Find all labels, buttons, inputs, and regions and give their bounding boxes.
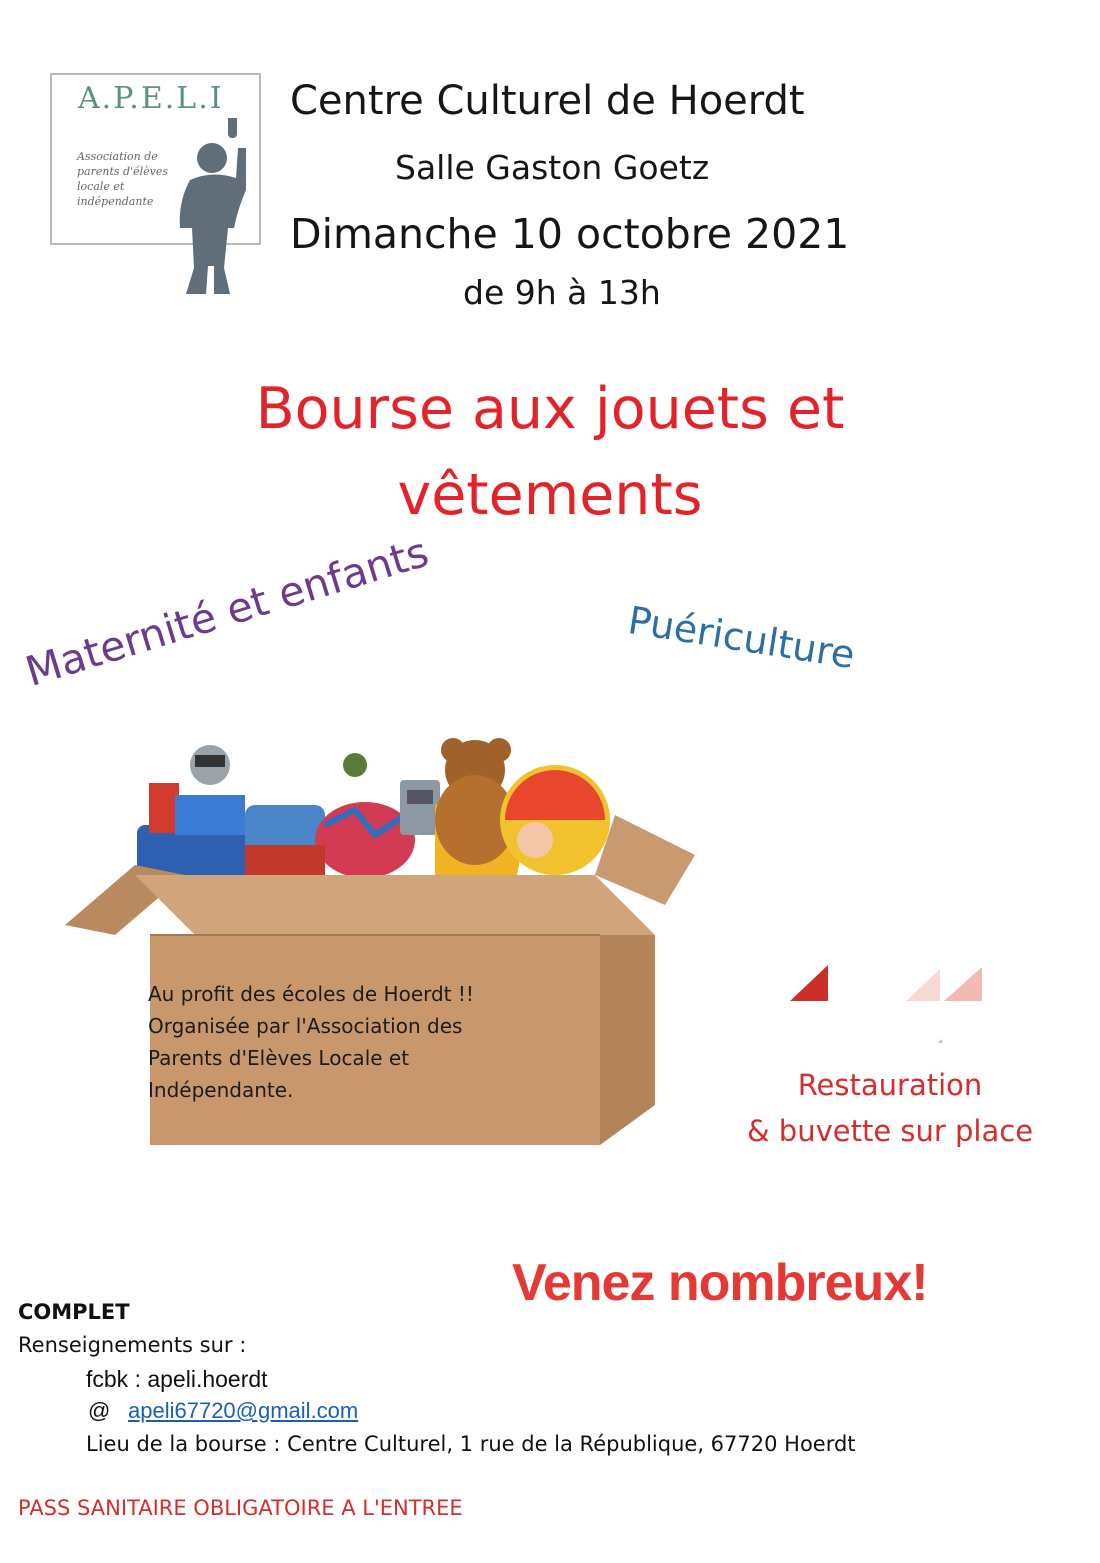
venue-name: Centre Culturel de Hoerdt <box>290 78 805 124</box>
at-icon: @ <box>88 1398 111 1423</box>
email-link[interactable]: apeli67720@gmail.com <box>128 1398 359 1423</box>
label-puericulture: Puériculture <box>625 598 858 678</box>
info-label: Renseignements sur : <box>18 1333 247 1357</box>
box-text-line: Parents d'Elèves Locale et <box>148 1046 410 1070</box>
box-text-line: Indépendante. <box>148 1078 294 1102</box>
facebook-handle: fcbk : apeli.hoerdt <box>86 1366 268 1392</box>
complet-label: COMPLET <box>18 1300 130 1324</box>
box-text-line: Au profit des écoles de Hoerdt !! <box>148 982 474 1006</box>
restauration-line-1: Restauration <box>797 1068 983 1102</box>
box-text-line: Organisée par l'Association des <box>148 1014 463 1038</box>
label-maternite: Maternité et enfants <box>20 527 434 696</box>
call-to-action: Venez nombreux! <box>512 1254 928 1312</box>
logo-subtitle: Association de parents d'élèves locale et indépendante <box>77 150 168 208</box>
event-hours: de 9h à 13h <box>463 273 661 312</box>
main-title-line-1: Bourse aux jouets et <box>255 376 845 442</box>
event-date: Dimanche 10 octobre 2021 <box>290 210 850 258</box>
box-text <box>148 978 518 1106</box>
logo-title: A.P.E.L.I <box>78 81 224 116</box>
restauration-info <box>730 1062 1050 1154</box>
room-name: Salle Gaston Goetz <box>395 148 710 187</box>
health-pass-notice: PASS SANITAIRE OBLIGATOIRE A L'ENTREE <box>18 1496 463 1520</box>
main-title-line-2: vêtements <box>397 462 703 528</box>
event-location: Lieu de la bourse : Centre Culturel, 1 rue de la République, 67720 Hoerdt <box>86 1432 856 1456</box>
main-title <box>150 366 950 538</box>
restauration-line-2: & buvette sur place <box>746 1114 1034 1148</box>
decorative-triangles-icon <box>788 963 988 1053</box>
child-writing-silhouette-icon <box>178 118 252 298</box>
